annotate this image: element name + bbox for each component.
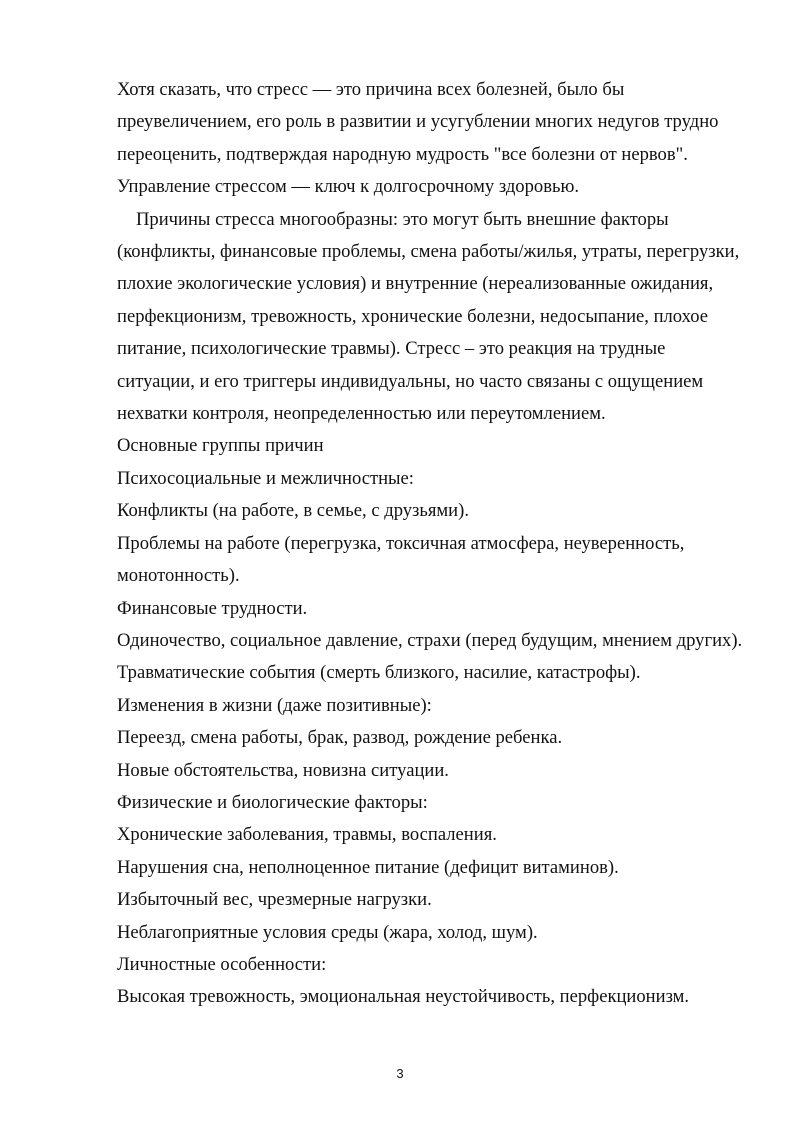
group-heading-physical: Физические и биологические факторы: [117,791,428,813]
list-item: Одиночество, социальное давление, страхи (перед будущим, мнением других). [117,629,743,651]
section-heading-main-groups: Основные группы причин [117,435,324,457]
list-item: Хронические заболевания, травмы, воспаления. [117,824,497,846]
document-body [117,74,747,1014]
group-heading-personality: Личностные особенности: [117,953,327,975]
list-item: Высокая тревожность, эмоциональная неустойчивость, перфекционизм. [117,986,690,1008]
list-item: Травматические события (смерть близкого, насилие, катастрофы). [117,662,641,684]
list-item: Переезд, смена работы, брак, развод, рождение ребенка. [117,727,563,749]
list-item: Избыточный вес, чрезмерные нагрузки. [117,889,432,911]
group-heading-psychosocial: Психосоциальные и межличностные: [117,467,414,489]
list-item: Нарушения сна, неполноценное питание (дефицит витаминов). [117,856,619,878]
list-item: Новые обстоятельства, новизна ситуации. [117,759,449,781]
paragraph-stress-causes: Причины стресса многообразны: это могут быть внешние факторы (конфликты, финансовые проблемы, смена работы/жилья, утраты, перегрузки, плохие экологические условия) и внутренние (нереализованные ожидания, перфекционизм, тревожность, хронические болезни, недосыпание, плохое питание, психологические травмы). Стресс – это реакция на трудные ситуации, и его триггеры индивидуальны, но часто связаны с ощущением нехватки контроля, неопределенностью или переутомлением. [117,208,740,425]
list-item: Неблагоприятные условия среды (жара, холод, шум). [117,921,538,943]
group-heading-life-changes: Изменения в жизни (даже позитивные): [117,694,432,716]
list-item: Финансовые трудности. [117,597,308,619]
list-item: Проблемы на работе (перегрузка, токсичная атмосфера, неуверенность, монотонность). [117,532,685,587]
page-number: 3 [396,1066,404,1081]
paragraph-stress-overview: Хотя сказать, что стресс — это причина всех болезней, было бы преувеличением, его роль в развитии и усугублении многих недугов трудно переоценить, подтверждая народную мудрость "все болезни от нервов". Управление стрессом — ключ к долгосрочному здоровью. [117,79,719,198]
list-item: Конфликты (на работе, в семье, с друзьями). [117,500,469,522]
